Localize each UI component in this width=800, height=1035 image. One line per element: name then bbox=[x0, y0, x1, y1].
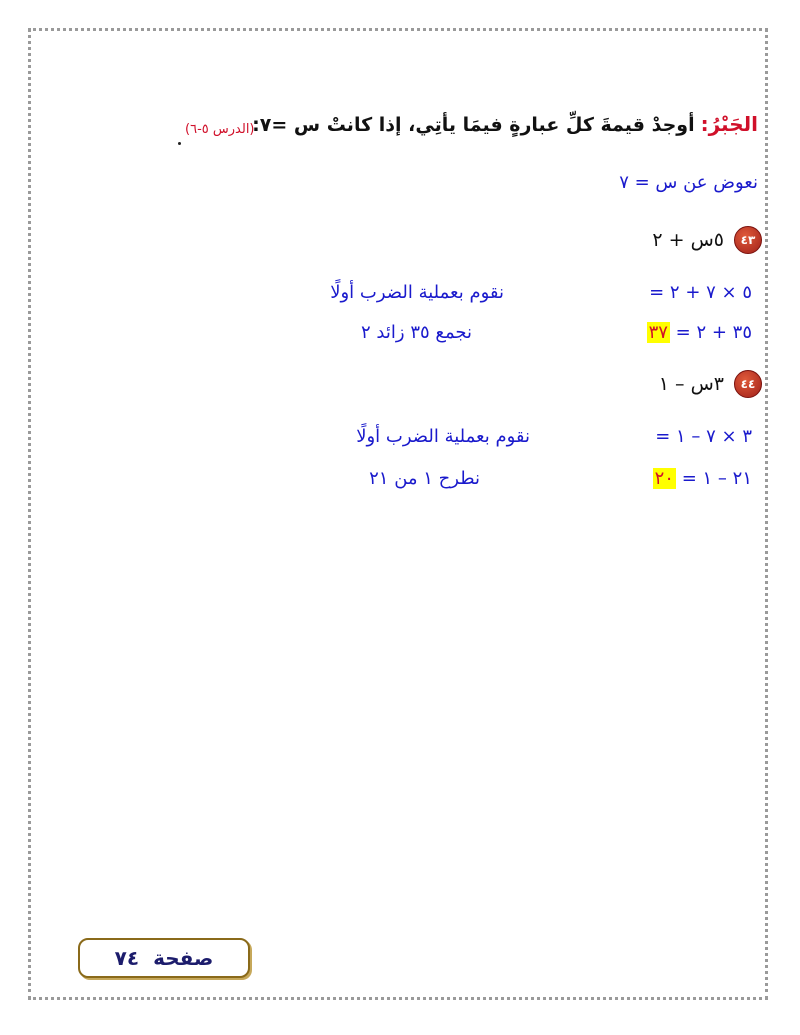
substitution-line: نعوض عن س = ٧ bbox=[619, 172, 758, 193]
instruction-text: أوجدْ قيمةَ كلِّ عبارةٍ فيمَا يأتِي، إذا كانتْ س =٧: bbox=[252, 114, 695, 136]
page-label: صفحة bbox=[153, 946, 214, 970]
highlighted-answer: ٣٧ bbox=[648, 322, 668, 343]
step-note: نجمع ٣٥ زائد ٢ bbox=[361, 322, 472, 343]
step-expression: ٣ × ٧ – ١ = bbox=[655, 426, 752, 447]
highlighted-answer: ٢٠ bbox=[654, 468, 674, 489]
page-number-box bbox=[78, 938, 250, 978]
lesson-reference: (الدرس ٥-٦) bbox=[185, 122, 255, 137]
step-expression: ٥ × ٧ + ٢ = bbox=[649, 282, 752, 303]
step-expression: ٢١ – ١ = bbox=[681, 468, 752, 489]
page-number: ٧٤ bbox=[114, 946, 140, 970]
problem-number-badge: ٤٣ bbox=[734, 226, 762, 254]
step-note: نطرح ١ من ٢١ bbox=[369, 468, 480, 489]
topic-label: الجَبْرُ: bbox=[700, 112, 758, 136]
problem-expression: ٣س – ١ bbox=[658, 373, 724, 395]
problem-expression: ٥س + ٢ bbox=[652, 229, 724, 251]
step-note: نقوم بعملية الضرب أولًا bbox=[330, 282, 504, 303]
step-math bbox=[653, 468, 752, 489]
decorative-dot bbox=[178, 142, 181, 145]
step-math bbox=[655, 426, 752, 447]
problem-number-badge: ٤٤ bbox=[734, 370, 762, 398]
step-expression: ٣٥ + ٢ = bbox=[675, 322, 752, 343]
step-math bbox=[649, 282, 752, 303]
exercise-header bbox=[252, 112, 758, 136]
step-note: نقوم بعملية الضرب أولًا bbox=[356, 426, 530, 447]
problem-44 bbox=[659, 370, 762, 398]
step-math bbox=[647, 322, 752, 343]
problem-43 bbox=[652, 226, 762, 254]
